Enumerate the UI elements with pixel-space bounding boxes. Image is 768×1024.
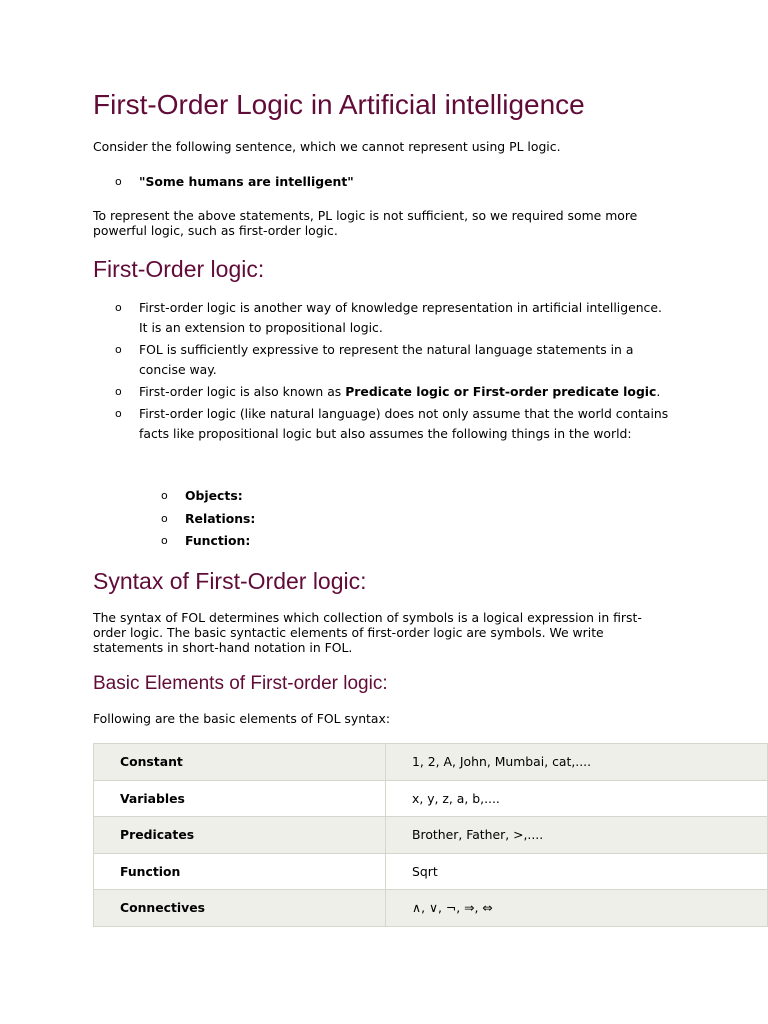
table-row <box>94 853 768 890</box>
list-item <box>139 531 439 551</box>
basic-elements-intro: Following are the basic elements of FOL syntax: <box>93 711 391 726</box>
example-sentence: "Some humans are intelligent" <box>139 174 354 189</box>
bullet-icon: o <box>161 534 168 547</box>
table-row <box>94 780 768 817</box>
section-heading-basic-elements: Basic Elements of First-order logic: <box>93 673 388 694</box>
world-assumptions-list <box>139 486 439 554</box>
table-cell-element: Function <box>94 853 386 890</box>
list-item <box>93 404 673 444</box>
list-item-text-end: . <box>656 384 661 399</box>
list-item <box>139 486 439 506</box>
table-cell-element: Connectives <box>94 890 386 927</box>
table-cell-element: Constant <box>94 744 386 781</box>
first-order-logic-list <box>93 298 673 446</box>
bullet-icon: o <box>115 175 122 188</box>
list-item <box>93 382 673 402</box>
bullet-icon: o <box>115 301 122 314</box>
list-item-text: First-order logic (like natural language) does not only assume that the world contains facts like propositional logic but also assumes the following things in the world: <box>139 406 669 441</box>
table-row <box>94 817 768 854</box>
table-row <box>94 744 768 781</box>
bullet-icon: o <box>161 511 168 525</box>
table-cell-element: Predicates <box>94 817 386 854</box>
list-item <box>139 509 439 529</box>
table-row <box>94 890 768 927</box>
page-title: First-Order Logic in Artificial intelligence <box>93 89 585 120</box>
example-list <box>93 172 673 194</box>
list-item <box>93 298 673 338</box>
list-item-bold-text: Predicate logic or First-order predicate logic <box>345 384 657 399</box>
list-item-text: Relations: <box>185 510 256 526</box>
bullet-icon: o <box>161 489 168 502</box>
table-cell-symbols: x, y, z, a, b,.... <box>386 780 768 817</box>
basic-elements-table <box>93 743 768 927</box>
table-cell-element: Variables <box>94 780 386 817</box>
list-item-text: First-order logic is also known as <box>139 384 346 399</box>
table-cell-symbols: 1, 2, A, John, Mumbai, cat,.... <box>386 744 768 781</box>
list-item-text: First-order logic is another way of knowledge representation in artificial intelligence. It is an extension to propositional logic. <box>139 300 662 335</box>
table-cell-symbols: Sqrt <box>386 853 768 890</box>
list-item <box>93 172 673 192</box>
list-item <box>93 340 673 380</box>
intro-paragraph: Consider the following sentence, which we cannot represent using PL logic. <box>93 139 561 154</box>
list-item-text: Function: <box>185 533 251 548</box>
table-cell-symbols: ∧, ∨, ¬, ⇒, ⇔ <box>386 890 768 927</box>
section-heading-syntax: Syntax of First-Order logic: <box>93 568 367 594</box>
table-cell-symbols: Brother, Father, >,.... <box>386 817 768 854</box>
list-item-text: FOL is sufficiently expressive to represent the natural language statements in a concise way. <box>139 342 634 377</box>
section-heading-first-order-logic: First-Order logic: <box>93 256 265 282</box>
intro-paragraph-2: To represent the above statements, PL logic is not sufficient, so we required some more powerful logic, such as first-order logic. <box>93 208 638 238</box>
list-item-text: Objects: <box>185 488 243 503</box>
bullet-icon: o <box>115 343 122 356</box>
syntax-paragraph: The syntax of FOL determines which collection of symbols is a logical expression in first-order logic. The basic syntactic elements of first-order logic are symbols. We write statements in short-hand notation in FOL. <box>93 610 642 655</box>
bullet-icon: o <box>115 385 122 398</box>
bullet-icon: o <box>115 407 122 420</box>
